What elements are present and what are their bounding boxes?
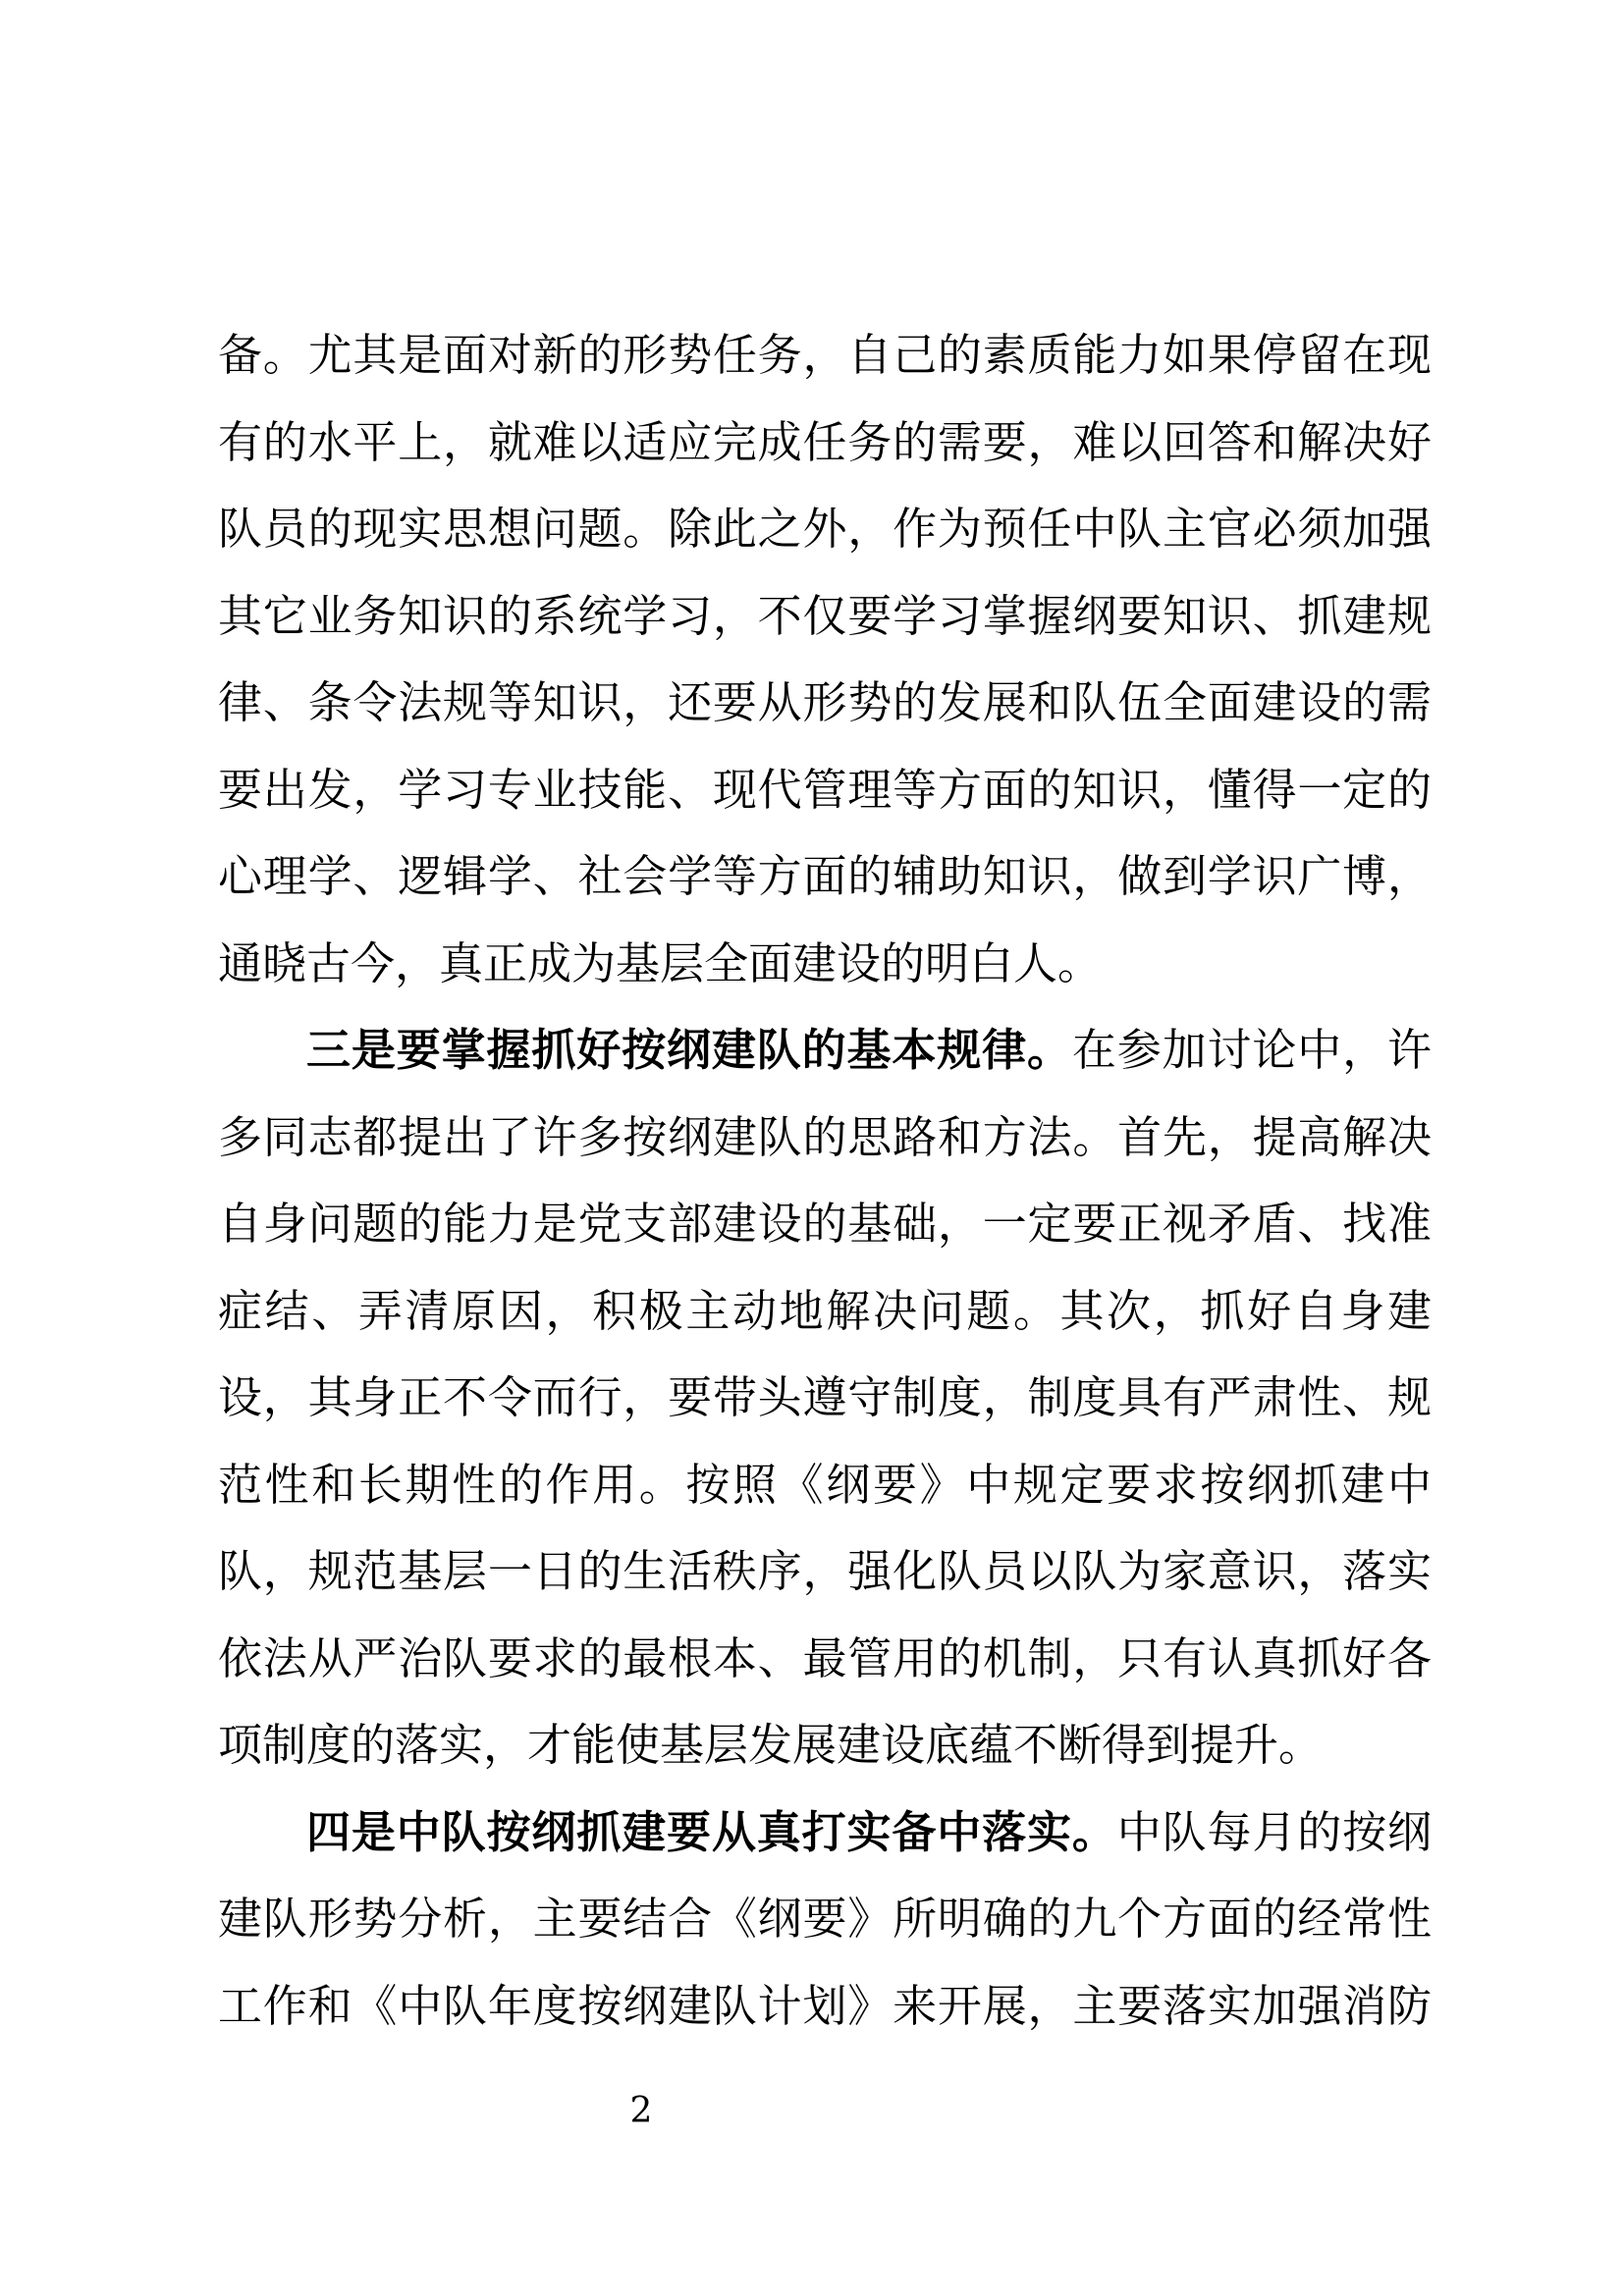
text-line: 要出发，学习专业技能、现代管理等方面的知识，懂得一定的 — [218, 763, 1432, 816]
paragraph-heading: 四是中队按纲抓建要从真打实备中落实。 — [306, 1805, 1117, 1858]
paragraph-first-line — [218, 1007, 1432, 1095]
paragraph-1 — [218, 312, 1432, 1007]
text-line: 其它业务知识的系统学习，不仅要学习掌握纲要知识、抓建规 — [218, 589, 1432, 642]
document-body — [218, 312, 1432, 2050]
paragraph-first-line — [218, 1789, 1432, 1877]
text-line: 依法从严治队要求的最根本、最管用的机制，只有认真抓好各 — [218, 1631, 1432, 1684]
text-line: 自身问题的能力是党支部建设的基础，一定要正视矛盾、找准 — [218, 1198, 1432, 1250]
paragraph-lead-text: 中队每月的按纲 — [1116, 1805, 1432, 1858]
text-line: 心理学、逻辑学、社会学等方面的辅助知识，做到学识广博， — [218, 850, 1432, 902]
text-line: 律、条令法规等知识，还要从形势的发展和队伍全面建设的需 — [218, 676, 1432, 728]
text-line: 项制度的落实，才能使基层发展建设底蕴不断得到提升。 — [218, 1719, 1324, 1771]
page-number: 2 — [629, 2091, 653, 2131]
paragraph-lead-text: 在参加讨论中，许 — [1071, 1024, 1432, 1076]
paragraph-heading: 三是要掌握抓好按纲建队的基本规律。 — [306, 1024, 1072, 1076]
text-line: 症结、弄清原因，积极主动地解决问题。其次，抓好自身建 — [218, 1284, 1432, 1337]
text-line: 工作和《中队年度按纲建队计划》来开展，主要落实加强消防 — [218, 1979, 1432, 2032]
paragraph-2 — [218, 1007, 1432, 1789]
paragraph-3 — [218, 1789, 1432, 2051]
text-line: 设，其身正不令而行，要带头遵守制度，制度具有严肃性、规 — [218, 1371, 1432, 1423]
text-line: 备。尤其是面对新的形势任务，自己的素质能力如果停留在现 — [218, 329, 1432, 381]
text-line: 多同志都提出了许多按纲建队的思路和方法。首先，提高解决 — [218, 1110, 1432, 1163]
text-line: 队，规范基层一日的生活秩序，强化队员以队为家意识，落实 — [218, 1545, 1432, 1597]
text-line: 范性和长期性的作用。按照《纲要》中规定要求按纲抓建中 — [218, 1458, 1432, 1511]
text-line: 队员的现实思想问题。除此之外，作为预任中队主官必须加强 — [218, 503, 1432, 555]
text-line: 有的水平上，就难以适应完成任务的需要，难以回答和解决好 — [218, 415, 1432, 468]
text-line: 通晓古今，真正成为基层全面建设的明白人。 — [218, 936, 1103, 989]
text-line: 建队形势分析，主要结合《纲要》所明确的九个方面的经常性 — [218, 1893, 1432, 1945]
